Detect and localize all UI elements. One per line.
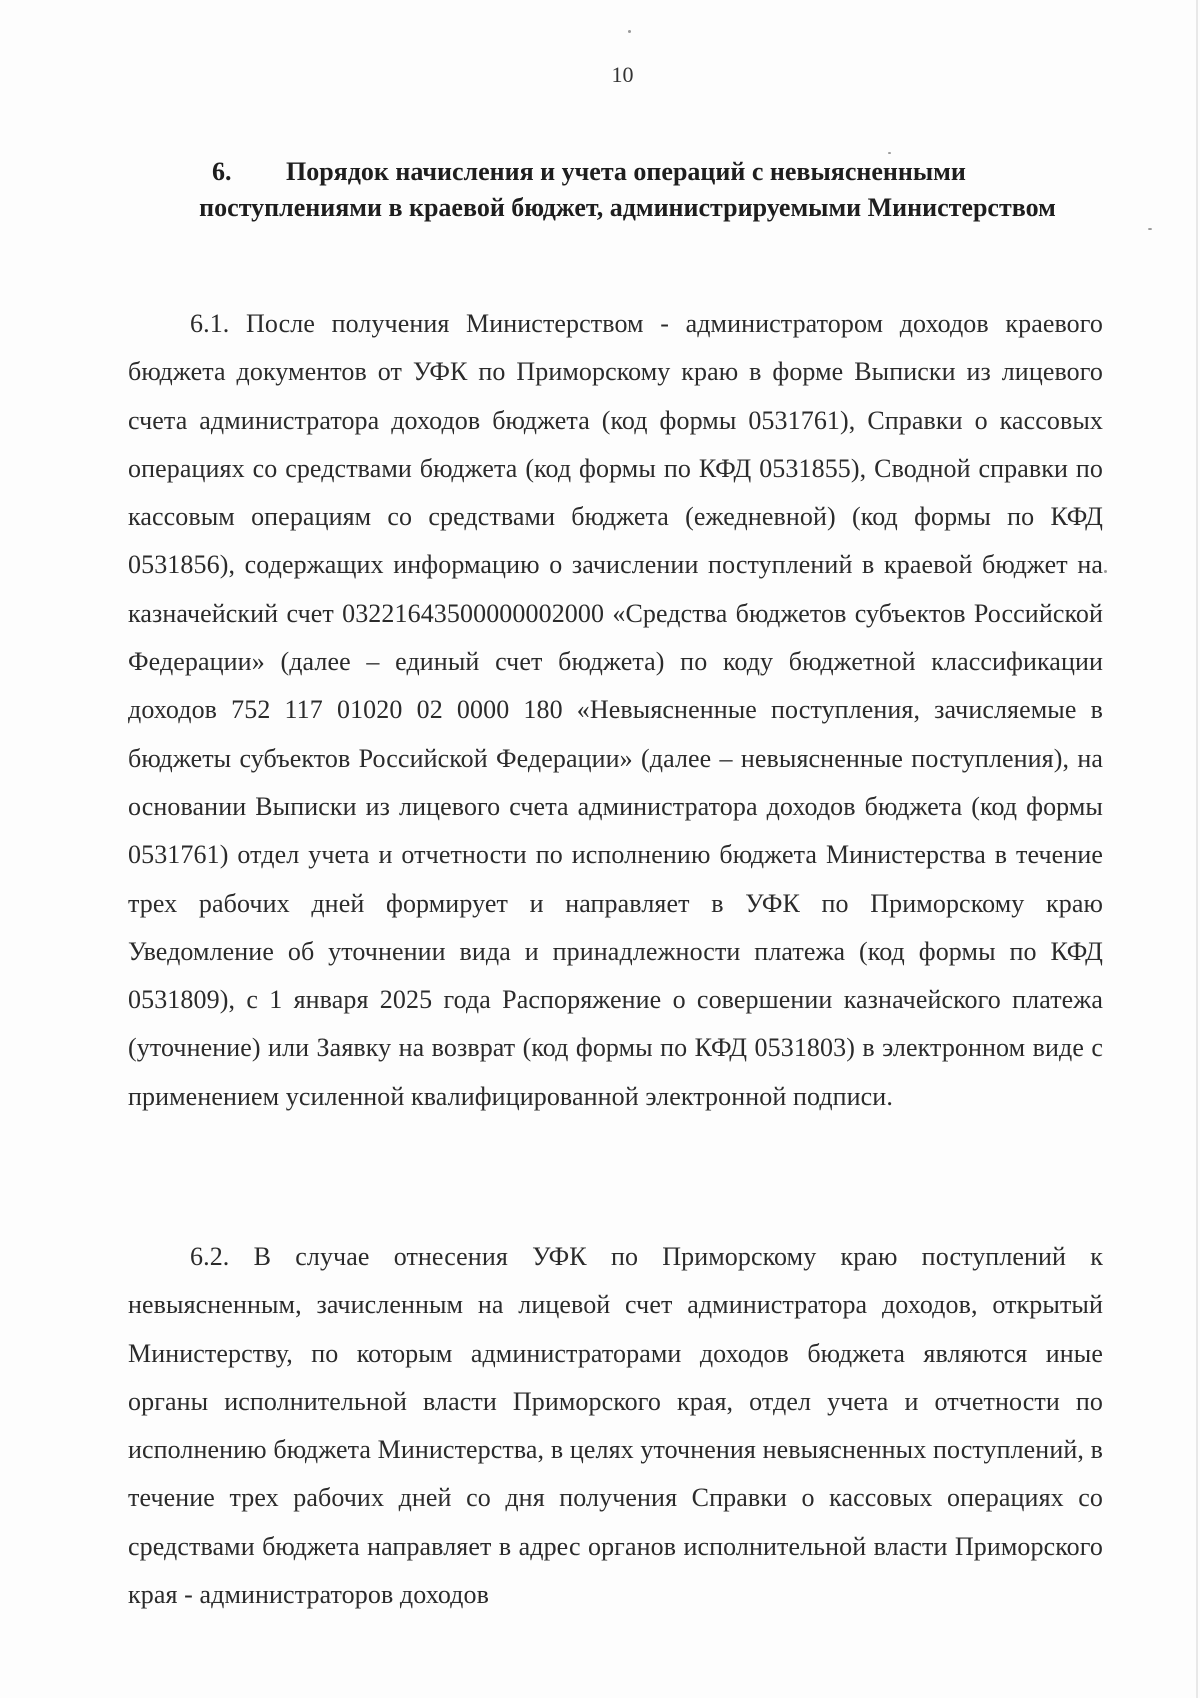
section-number: 6. <box>212 157 232 186</box>
section-title-part-1: Порядок начисления и учета операций с невыясненными <box>286 157 966 186</box>
scan-speck <box>1104 570 1107 573</box>
section-heading-line-1 <box>150 154 1105 190</box>
scan-speck <box>1148 228 1152 230</box>
section-heading <box>150 154 1105 226</box>
paragraph-6-1: 6.1. После получения Министерством - администратором доходов краевого бюджета документов от УФК по Приморскому краю в форме Выписки из лицевого счета администратора доходов бюджета (код формы 0531761), Справки о кассовых операциях со средствами бюджета (код формы по КФД 0531855), Сводной справки по кассовым операциям со средствами бюджета (ежедневной) (код формы по КФД 0531856), содержащих информацию о зачислении поступлений в краевой бюджет на казначейский счет 03221643500000002000 «Средства бюджетов субъектов Российской Федерации» (далее – единый счет бюджета) по коду бюджетной классификации доходов 752 117 01020 02 0000 180 «Невыясненные поступления, зачисляемые в бюджеты субъектов Российской Федерации» (далее – невыясненные поступления), на основании Выписки из лицевого счета администратора доходов бюджета (код формы 0531761) отдел учета и отчетности по исполнению бюджета Министерства в течение трех рабочих дней формирует и направляет в УФК по Приморскому краю Уведомление об уточнении вида и принадлежности платежа (код формы по КФД 0531809), с 1 января 2025 года Распоряжение о совершении казначейского платежа (уточнение) или Заявку на возврат (код формы по КФД 0531803) в электронном виде с применением усиленной квалифицированной электронной подписи. <box>128 309 1103 1111</box>
section-title-part-2: поступлениями в краевой бюджет, администрируемыми Министерством <box>199 193 1056 222</box>
scan-edge-line <box>1196 0 1198 1698</box>
page-number: 10 <box>611 62 634 87</box>
paragraph-6-2: 6.2. В случае отнесения УФК по Приморскому краю поступлений к невыясненным, зачисленным на лицевой счет администратора доходов, открытый Министерству, по которым администраторами доходов бюджета являются иные органы исполнительной власти Приморского края, отдел учета и отчетности по исполнению бюджета Министерства, в целях уточнения невыясненных поступлений, в течение трех рабочих дней со дня получения Справки о кассовых операциях со средствами бюджета направляет в адрес органов исполнительной власти Приморского края - администраторов доходов <box>128 1242 1103 1610</box>
scan-speck <box>628 30 631 33</box>
